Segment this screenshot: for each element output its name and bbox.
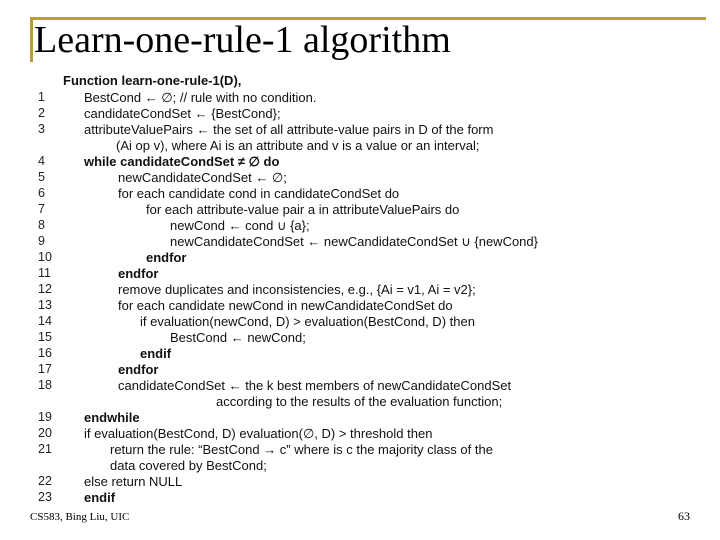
line-number: 10 (38, 250, 52, 264)
line-number: 19 (38, 410, 52, 424)
code-line: remove duplicates and inconsistencies, e.g., {Ai = v1, Ai = v2}; (118, 282, 476, 297)
code-line: newCond ← cond ∪ {a}; (170, 218, 310, 233)
code-line: BestCond ← ∅; // rule with no condition. (84, 90, 317, 105)
line-number: 1 (38, 90, 45, 104)
line-number: 17 (38, 362, 52, 376)
code-line: for each candidate newCond in newCandidateCondSet do (118, 298, 453, 313)
code-line: if evaluation(newCond, D) > evaluation(BestCond, D) then (140, 314, 475, 329)
code-line: endfor (146, 250, 187, 265)
line-number: 20 (38, 426, 52, 440)
line-number: 6 (38, 186, 45, 200)
code-line: attributeValuePairs ← the set of all attribute-value pairs in D of the form (84, 122, 494, 137)
code-line: for each attribute-value pair a in attributeValuePairs do (146, 202, 460, 217)
code-line: newCandidateCondSet ← newCandidateCondSet ∪ {newCond} (170, 234, 538, 249)
title-frame-left-rule (30, 17, 33, 62)
line-number: 3 (38, 122, 45, 136)
line-number: 21 (38, 442, 52, 456)
line-number: 2 (38, 106, 45, 120)
page-number: 63 (678, 509, 690, 523)
line-number: 8 (38, 218, 45, 232)
code-line: endwhile (84, 410, 140, 425)
code-line: newCandidateCondSet ← ∅; (118, 170, 287, 185)
line-number: 18 (38, 378, 52, 392)
code-line: endif (140, 346, 172, 361)
line-number: 11 (38, 266, 51, 280)
code-line: for each candidate cond in candidateCondSet do (118, 186, 400, 201)
line-number: 5 (38, 170, 45, 184)
line-number: 22 (38, 474, 52, 488)
footer-credit: CS583, Bing Liu, UIC (30, 511, 130, 523)
line-number: 14 (38, 314, 52, 328)
code-line: (Ai op v), where Ai is an attribute and v is a value or an interval; (116, 138, 480, 153)
code-line: candidateCondSet ← {BestCond}; (84, 106, 281, 121)
line-number: 7 (38, 202, 45, 216)
line-number: 16 (38, 346, 52, 360)
line-number: 9 (38, 234, 45, 248)
code-line: while candidateCondSet ≠ ∅ do (84, 154, 280, 169)
code-line: according to the results of the evaluation function; (216, 394, 503, 409)
line-number: 12 (38, 282, 52, 296)
algorithm-listing (30, 73, 670, 503)
slide-title: Learn-one-rule-1 algorithm (34, 19, 451, 61)
line-number: 23 (38, 490, 52, 504)
code-line: endif (84, 490, 116, 505)
code-line: BestCond ← newCond; (170, 330, 306, 345)
code-line: if evaluation(BestCond, D) evaluation(∅, D) > threshold then (84, 426, 433, 441)
line-number: 4 (38, 154, 45, 168)
code-line: candidateCondSet ← the k best members of newCandidateCondSet (118, 378, 512, 393)
line-number: 15 (38, 330, 52, 344)
code-line: endfor (118, 266, 159, 281)
code-line: else return NULL (84, 474, 183, 489)
code-line: return the rule: “BestCond → c” where is c the majority class of the (110, 442, 493, 457)
code-line: endfor (118, 362, 159, 377)
function-header: Function learn-one-rule-1(D), (63, 73, 242, 88)
line-number: 13 (38, 298, 52, 312)
code-line: data covered by BestCond; (110, 458, 267, 473)
